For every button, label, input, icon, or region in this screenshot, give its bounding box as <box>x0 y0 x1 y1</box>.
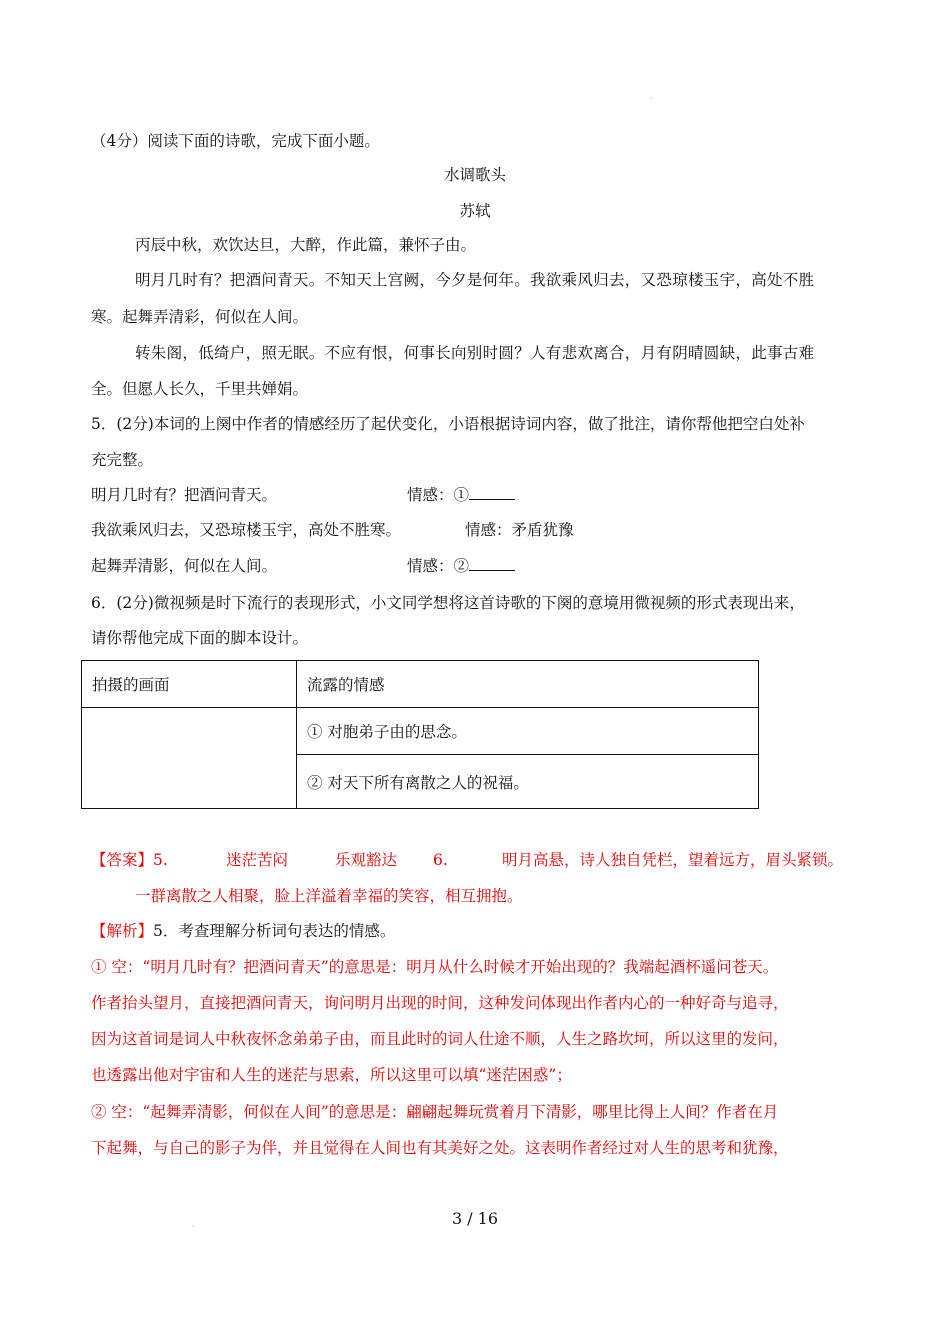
analysis-line-6: 下起舞，与自己的影子为伴，并且觉得在人间也有其美好之处。这表明作者经过对人生的思考和犹豫， <box>91 1139 789 1157</box>
answer-q6-num: 6. <box>433 851 448 869</box>
poem-stanza2-line1: 转朱阁，低绮户，照无眠。不应有恨，何事长向别时圆？人有悲欢离合，月有阴晴圆缺，此事古难 <box>135 344 815 362</box>
q5-verse-3: 起舞弄清影，何似在人间。 <box>91 557 278 575</box>
answer-label: 【答案】 <box>91 851 154 869</box>
analysis-intro: 5．考查理解分析词句表达的情感。 <box>153 922 396 940</box>
scan-dot-top: · <box>650 94 653 103</box>
q5-text-line2: 充完整。 <box>91 451 154 469</box>
answer-line-1 <box>91 850 866 870</box>
q5-verse-2: 我欲乘风归去，又恐琼楼玉宇，高处不胜寒。 <box>91 521 402 539</box>
answer-line-2: 一群离散之人相聚，脸上洋溢着幸福的笑容，相互拥抱。 <box>135 887 523 905</box>
question-intro: （4分）阅读下面的诗歌，完成下面小题。 <box>91 132 380 150</box>
analysis-line-5: ② 空：“起舞弄清影，何似在人间”的意思是：翩翩起舞玩赏着月下清影，哪里比得上人间？作者在月 <box>91 1103 779 1121</box>
table-header-scene: 拍摄的画面 <box>82 661 297 708</box>
answer-1: 迷茫苦闷 <box>226 851 289 869</box>
table-header-emotion: 流露的情感 <box>297 661 759 708</box>
table-cell-emotion-2: ② 对天下所有离散之人的祝福。 <box>297 755 759 809</box>
q6-text-line1: 6．(2分)微视频是时下流行的表现形式，小文同学想将这首诗歌的下阕的意境用微视频的形式表现出来， <box>91 594 805 612</box>
scan-dot-bottom: · <box>192 1222 195 1231</box>
poem-preface: 丙辰中秋，欢饮达旦，大醉，作此篇，兼怀子由。 <box>135 236 477 254</box>
answer-blank-1[interactable] <box>469 485 515 500</box>
poem-title: 水调歌头 <box>443 166 506 184</box>
analysis-line-intro <box>91 921 395 941</box>
q6-text-line2: 请你帮他完成下面的脚本设计。 <box>91 629 309 647</box>
q5-emotion-3-label: 情感：② <box>407 557 470 575</box>
q5-emotion-3 <box>407 556 515 576</box>
analysis-line-3: 因为这首词是词人中秋夜怀念弟弟子由，而且此时的词人仕途不顺，人生之路坎坷，所以这里的发问， <box>91 1030 789 1048</box>
q5-emotion-2: 情感：矛盾犹豫 <box>465 521 574 539</box>
poem-stanza2-line2: 全。但愿人长久，千里共婵娟。 <box>91 380 309 398</box>
analysis-line-4: 也透露出他对宇宙和人生的迷茫与思索，所以这里可以填“迷茫困惑”； <box>91 1066 572 1084</box>
q5-emotion-1 <box>407 485 515 505</box>
page-number: 3 / 16 <box>451 1209 499 1228</box>
analysis-label: 【解析】 <box>91 922 154 940</box>
poem-stanza1-line2: 寒。起舞弄清彩，何似在人间。 <box>91 308 309 326</box>
answer-3: 明月高悬，诗人独自凭栏，望着远方，眉头紧锁。 <box>502 851 844 869</box>
script-table <box>81 660 759 809</box>
analysis-line-2: 作者抬头望月，直接把酒问青天，询问明月出现的时间，这种发问体现出作者内心的一种好奇与追寻， <box>91 994 789 1012</box>
table-header-row <box>82 661 759 708</box>
q5-text-line1: 5．(2分)本词的上阕中作者的情感经历了起伏变化，小语根据诗词内容，做了批注，请你帮他把空白处补 <box>91 415 805 433</box>
answer-blank-2[interactable] <box>469 556 515 571</box>
q5-emotion-1-label: 情感：① <box>407 486 470 504</box>
table-cell-emotion-1: ① 对胞弟子由的思念。 <box>297 708 759 755</box>
analysis-line-1: ① 空：“明月几时有？把酒问青天”的意思是：明月从什么时候才开始出现的？我端起酒杯遥问苍天。 <box>91 958 779 976</box>
table-row <box>82 708 759 755</box>
answer-2: 乐观豁达 <box>335 851 398 869</box>
poem-author: 苏轼 <box>459 202 491 220</box>
answer-q5-num: 5. <box>153 851 168 869</box>
table-cell-scene-empty[interactable] <box>82 708 297 809</box>
q5-verse-1: 明月几时有？把酒问青天。 <box>91 486 278 504</box>
poem-stanza1-line1: 明月几时有？把酒问青天。不知天上宫阙，今夕是何年。我欲乘风归去，又恐琼楼玉宇，高处不胜 <box>135 271 815 289</box>
